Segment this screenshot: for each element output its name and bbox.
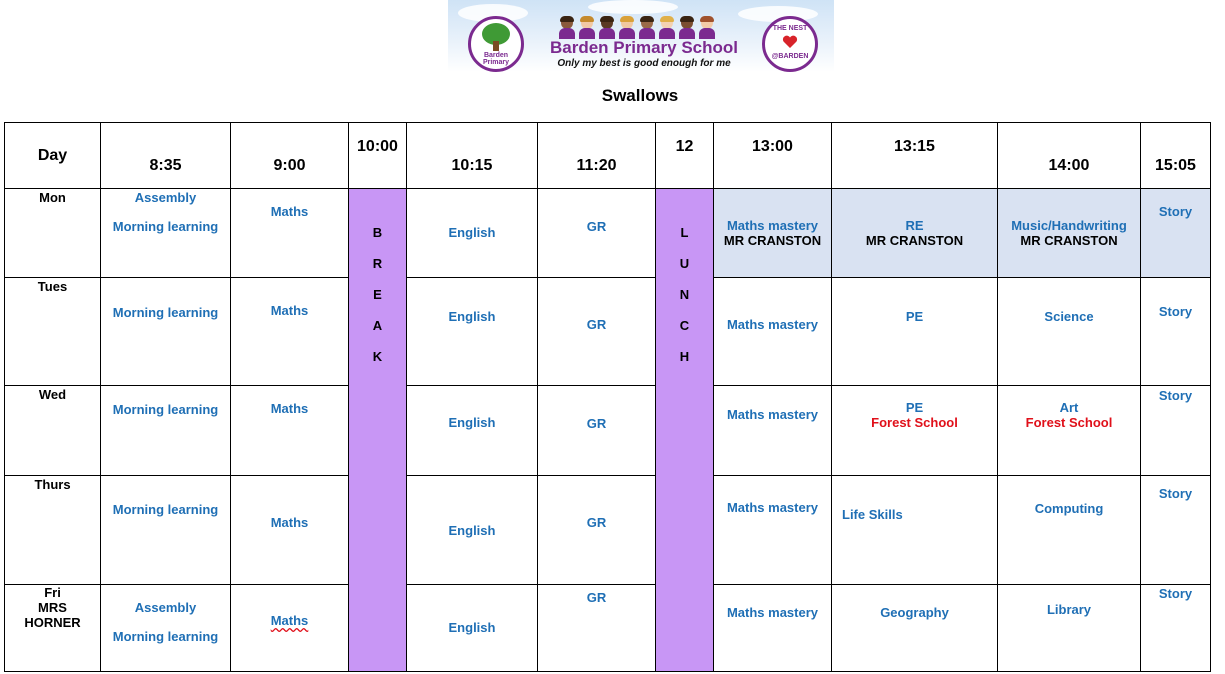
header-1300: 13:00	[714, 123, 832, 189]
cell-835: Assembly Morning learning	[101, 585, 231, 672]
cell-1120: GR	[538, 189, 656, 278]
cell-1400: Music/Handwriting MR CRANSTON	[998, 189, 1141, 278]
cell-1300: Maths mastery	[714, 476, 832, 585]
cell-1120: GR	[538, 476, 656, 585]
header-1505: 15:05	[1141, 123, 1211, 189]
header-1000: 10:00	[349, 123, 407, 189]
cell-835: Morning learning	[101, 386, 231, 476]
header-row	[5, 123, 1211, 189]
table-row	[5, 585, 1211, 672]
children-illustration	[558, 17, 718, 39]
cell-1315: PE Forest School	[832, 386, 998, 476]
cell-1315: Life Skills	[832, 476, 998, 585]
cell-1315: PE	[832, 278, 998, 386]
cell-900: Maths	[231, 278, 349, 386]
table-row	[5, 278, 1211, 386]
school-motto: Only my best is good enough for me	[557, 58, 731, 69]
day-label: Mon	[5, 189, 101, 278]
timetable	[4, 122, 1211, 672]
header-835: 8:35	[101, 123, 231, 189]
school-banner	[448, 0, 834, 72]
cell-1400: Science	[998, 278, 1141, 386]
header-900: 9:00	[231, 123, 349, 189]
cell-1400: Library	[998, 585, 1141, 672]
header-1120: 11:20	[538, 123, 656, 189]
day-label: Wed	[5, 386, 101, 476]
cell-1505: Story	[1141, 585, 1211, 672]
cell-1300: Maths mastery	[714, 386, 832, 476]
cell-1400: Computing	[998, 476, 1141, 585]
cell-1300: Maths mastery	[714, 278, 832, 386]
cell-835: Assembly Morning learning	[101, 189, 231, 278]
cell-1120: GR	[538, 278, 656, 386]
day-label: Tues	[5, 278, 101, 386]
header-1315: 13:15	[832, 123, 998, 189]
cell-1015: English	[407, 278, 538, 386]
cell-1015: English	[407, 189, 538, 278]
cell-1120: GR	[538, 585, 656, 672]
the-nest-logo: THE NEST @BARDEN	[762, 16, 818, 72]
cell-900: Maths	[231, 189, 349, 278]
table-row	[5, 476, 1211, 585]
cell-835: Morning learning	[101, 278, 231, 386]
cell-1015: English	[407, 386, 538, 476]
header-1400: 14:00	[998, 123, 1141, 189]
cell-1400: Art Forest School	[998, 386, 1141, 476]
cell-900: Maths	[231, 476, 349, 585]
day-label: Thurs	[5, 476, 101, 585]
barden-primary-logo: Barden Primary	[468, 16, 524, 72]
cell-1300: Maths mastery	[714, 585, 832, 672]
header-day: Day	[5, 123, 101, 189]
teacher-name: MRS	[38, 600, 67, 615]
header-1200: 12	[656, 123, 714, 189]
break-column: B R E A K	[349, 189, 407, 672]
cell-900: Maths	[231, 585, 349, 672]
cell-1505: Story	[1141, 386, 1211, 476]
cell-900: Maths	[231, 386, 349, 476]
class-title: Swallows	[601, 86, 679, 105]
cell-1505: Story	[1141, 476, 1211, 585]
cell-1300: Maths mastery MR CRANSTON	[714, 189, 832, 278]
school-name: Barden Primary School	[549, 38, 738, 57]
lunch-column: L U N C H	[656, 189, 714, 672]
cell-1315: RE MR CRANSTON	[832, 189, 998, 278]
cell-1015: English	[407, 585, 538, 672]
table-row	[5, 386, 1211, 476]
table-row	[5, 189, 1211, 278]
cell-1505: Story	[1141, 189, 1211, 278]
header-1015: 10:15	[407, 123, 538, 189]
cell-1505: Story	[1141, 278, 1211, 386]
day-label: Fri MRS HORNER	[5, 585, 101, 672]
heart-icon	[782, 35, 798, 49]
cell-1315: Geography	[832, 585, 998, 672]
cell-835: Morning learning	[101, 476, 231, 585]
cell-1015: English	[407, 476, 538, 585]
cell-1120: GR	[538, 386, 656, 476]
